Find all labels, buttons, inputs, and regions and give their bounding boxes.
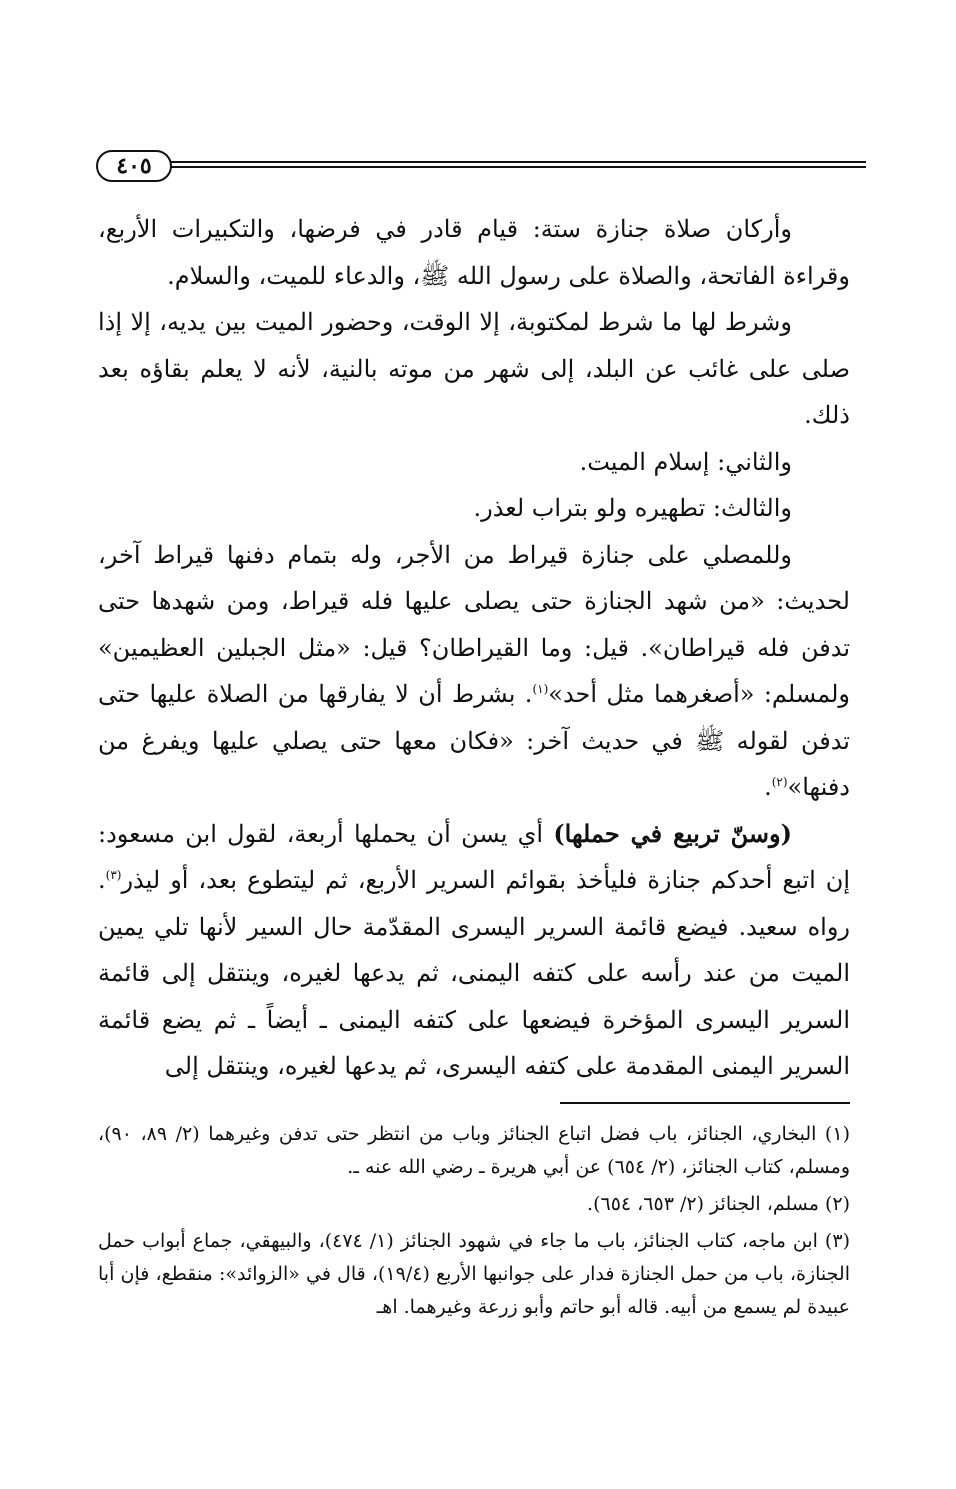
reward-text-a: وللمصلي على جنازة قيراط من الأجر، وله بتمام دفنها قيراط آخر، لحديث: «من شهد الجنازة حتى يصلى عليها فله قيراط، ومن شهدها حتى تدفن فله قيراطان». قيل: وما القيراطان؟ قيل: «مثل الجبلين العظيمين» ولمسلم: «أصغرهما مثل أحد» (98, 540, 851, 708)
footnote-marker-2: (٢) (771, 775, 788, 789)
footnote-marker-3: (٣) (105, 868, 122, 882)
paragraph-pillars: وأركان صلاة جنازة ستة: قيام قادر في فرضها، والتكبيرات الأربع، وقراءة الفاتحة، والصلاة على رسول الله ﷺ، والدعاء للميت، والسلام. (98, 215, 850, 290)
footnote-separator (560, 1102, 850, 1104)
carrying-heading: (وسنّ تربيع في حملها) (553, 818, 792, 848)
header-rule (170, 161, 866, 168)
paragraph-carrying (98, 811, 850, 1090)
footnote-2: (٢) مسلم، الجنائز (٢/ ٦٥٣، ٦٥٤). (587, 1193, 850, 1215)
carrying-text-a: أي يسن أن يحملها أربعة، لقول ابن مسعود: إن اتبع أحدكم جنازة فليأخذ بقوائم السرير الأربع، ثم ليتطوع بعد، أو ليذر (98, 819, 850, 894)
footnote-1: (١) البخاري، الجنائز، باب فضل اتباع الجنائز وباب من انتظر حتى تدفن وغيرهما (٢/ ٨٩، ٩٠)، ومسلم، كتاب الجنائز، (٢/ ٦٥٤) عن أبي هريرة ـ رضي الله عنه ـ. (98, 1123, 850, 1178)
page-header (96, 150, 866, 190)
main-text (98, 206, 850, 1090)
paragraph-third: والثالث: تطهيره ولو بتراب لعذر. (473, 494, 792, 522)
page-number: ٤٠٥ (96, 150, 172, 182)
footnotes (98, 1118, 850, 1328)
footnote-marker-1: (١) (532, 682, 549, 696)
reward-text-b: . بشرط أن لا يفارقها من الصلاة عليها حتى تدفن لقوله ﷺ في حديث آخر: «فكان معها حتى يصلي عليها ويفرغ من دفنها» (98, 680, 850, 801)
paragraph-conditions: وشرط لها ما شرط لمكتوبة، إلا الوقت، وحضور الميت بين يديه، إلا إذا صلى على غائب عن البلد، إلى شهر من موته بالنية، لأنه لا يعلم بقاؤه بعد ذلك. (98, 308, 850, 429)
footnote-3: (٣) ابن ماجه، كتاب الجنائز، باب ما جاء في شهود الجنائز (١/ ٤٧٤)، والبيهقي، جماع أبواب حمل الجنازة، باب من حمل الجنازة فدار على جوانبها الأربع (١٩/٤)، قال في «الزوائد»: منقطع، فإن أبا عبيدة لم يسمع من أبيه. قاله أبو حاتم وأبو زرعة وغيرهما. اهـ (98, 1230, 850, 1318)
paragraph-reward (98, 532, 850, 811)
carrying-text-b: . رواه سعيد. فيضع قائمة السرير اليسرى المقدّمة حال السير لأنها تلي يمين الميت من عند رأسه على كتفه اليمنى، ثم يدعها لغيره، وينتقل إلى قائمة السرير اليسرى المؤخرة فيضعها على كتفه اليمنى ـ أيضاً ـ ثم يضع قائمة السرير اليمنى المقدمة على كتفه اليسرى، ثم يدعها لغيره، وينتقل إلى (98, 866, 850, 1080)
reward-text-c: . (764, 773, 772, 801)
paragraph-second: والثاني: إسلام الميت. (579, 447, 792, 476)
